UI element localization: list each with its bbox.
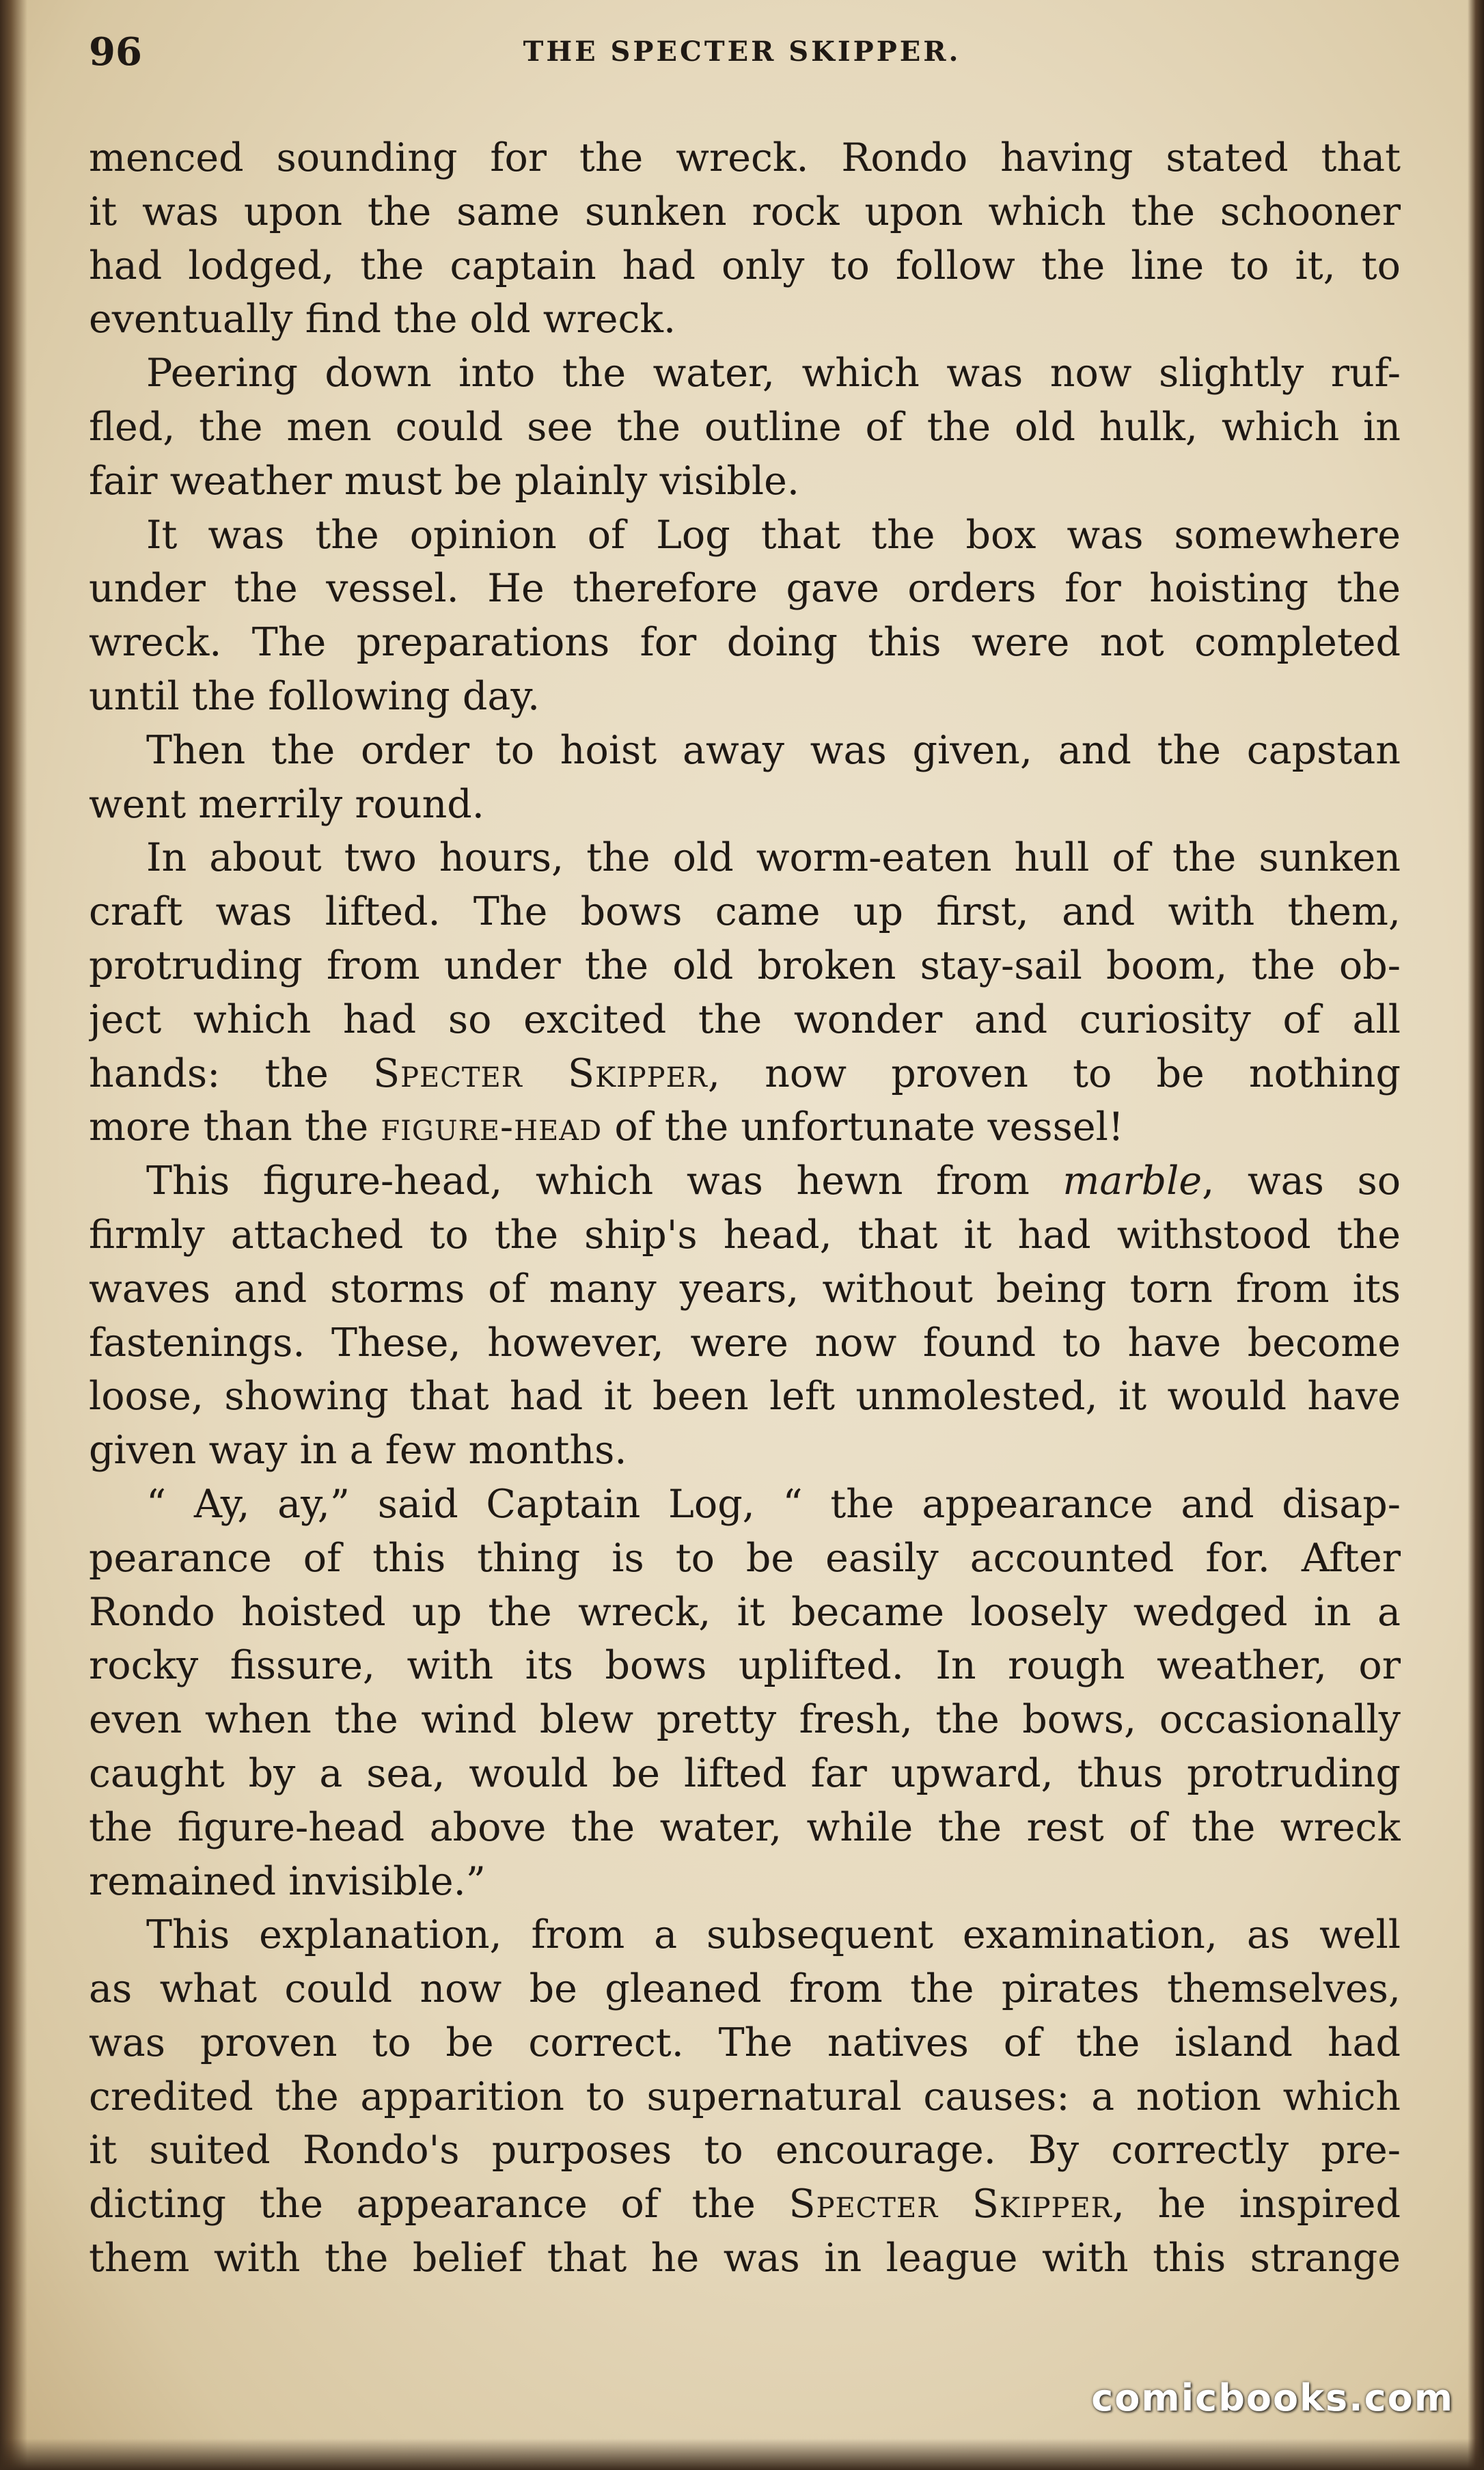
text-line: it was upon the same sunken rock upon which the schooner (89, 189, 1401, 234)
text-line: rocky fissure, with its bows uplifted. In rough weather, or (89, 1643, 1401, 1689)
text-line: “ Ay, ay,” said Captain Log, “ the appearance and disap- (146, 1481, 1401, 1527)
text-line: them with the belief that he was in league with this strange (89, 2236, 1401, 2281)
text-line: as what could now be gleaned from the pirates themselves, (89, 1966, 1401, 2012)
text-line: had lodged, the captain had only to follow the line to it, to (89, 243, 1401, 288)
text-line: credited the apparition to supernatural causes: a notion which (89, 2074, 1401, 2119)
text-line: protruding from under the old broken stay-sail boom, the ob- (89, 942, 1401, 988)
text-line: remained invisible.” (89, 1858, 486, 1904)
text-line: craft was lifted. The bows came up first, and with them, (89, 889, 1401, 935)
running-title: THE SPECTER SKIPPER. (523, 36, 961, 68)
text-line: went merrily round. (89, 781, 484, 827)
text-line: firmly attached to the ship's head, that it had withstood the (89, 1212, 1401, 1258)
page-bottom-shadow (0, 2439, 1484, 2470)
text-line: more than the figure-head of the unfortunate vessel! (89, 1104, 1124, 1150)
text-line: In about two hours, the old worm-eaten hull of the sunken (146, 835, 1401, 881)
text-line: fastenings. These, however, were now found to have become (89, 1320, 1401, 1366)
text-line: eventually find the old wreck. (89, 297, 676, 342)
text-line: This figure-head, which was hewn from marble, was so (146, 1158, 1401, 1204)
text-line: Then the order to hoist away was given, and the capstan (146, 727, 1401, 773)
body-text (89, 131, 1401, 2285)
text-line: ject which had so excited the wonder and curiosity of all (89, 996, 1401, 1042)
text-line: caught by a sea, would be lifted far upward, thus protruding (89, 1750, 1401, 1796)
text-line: waves and storms of many years, without being torn from its (89, 1266, 1401, 1312)
text-line: hands: the Specter Skipper, now proven to be nothing (89, 1050, 1401, 1096)
text-line: under the vessel. He therefore gave orders for hoisting the (89, 566, 1401, 612)
text-line: It was the opinion of Log that the box was somewhere (146, 512, 1401, 558)
page-right-shadow (1468, 0, 1484, 2470)
text-line: fled, the men could see the outline of the old hulk, which in (89, 404, 1401, 450)
text-line: Peering down into the water, which was now slightly ruf- (146, 351, 1401, 396)
text-line: Rondo hoisted up the wreck, it became loosely wedged in a (89, 1589, 1401, 1635)
text-line: it suited Rondo's purposes to encourage. By correctly pre- (89, 2128, 1401, 2173)
page-number: 96 (89, 29, 142, 74)
text-line: until the following day. (89, 673, 540, 719)
text-line: wreck. The preparations for doing this were not completed (89, 620, 1401, 666)
text-line: was proven to be correct. The natives of the island had (89, 2020, 1401, 2065)
text-line: the figure-head above the water, while the rest of the wreck (89, 1804, 1401, 1850)
watermark: comicbooks.com (1091, 2376, 1454, 2419)
text-line: loose, showing that had it been left unmolested, it would have (89, 1374, 1401, 1420)
text-line: pearance of this thing is to be easily accounted for. After (89, 1535, 1401, 1581)
text-line: given way in a few months. (89, 1428, 627, 1474)
page-header (89, 25, 1395, 79)
page-left-shadow (0, 0, 27, 2470)
text-line: even when the wind blew pretty fresh, the bows, occasionally (89, 1697, 1401, 1743)
text-line: This explanation, from a subsequent examination, as well (146, 1912, 1401, 1958)
text-line: dicting the appearance of the Specter Skipper, he inspired (89, 2182, 1401, 2227)
text-line: fair weather must be plainly visible. (89, 458, 799, 504)
text-line: menced sounding for the wreck. Rondo having stated that (89, 135, 1401, 180)
